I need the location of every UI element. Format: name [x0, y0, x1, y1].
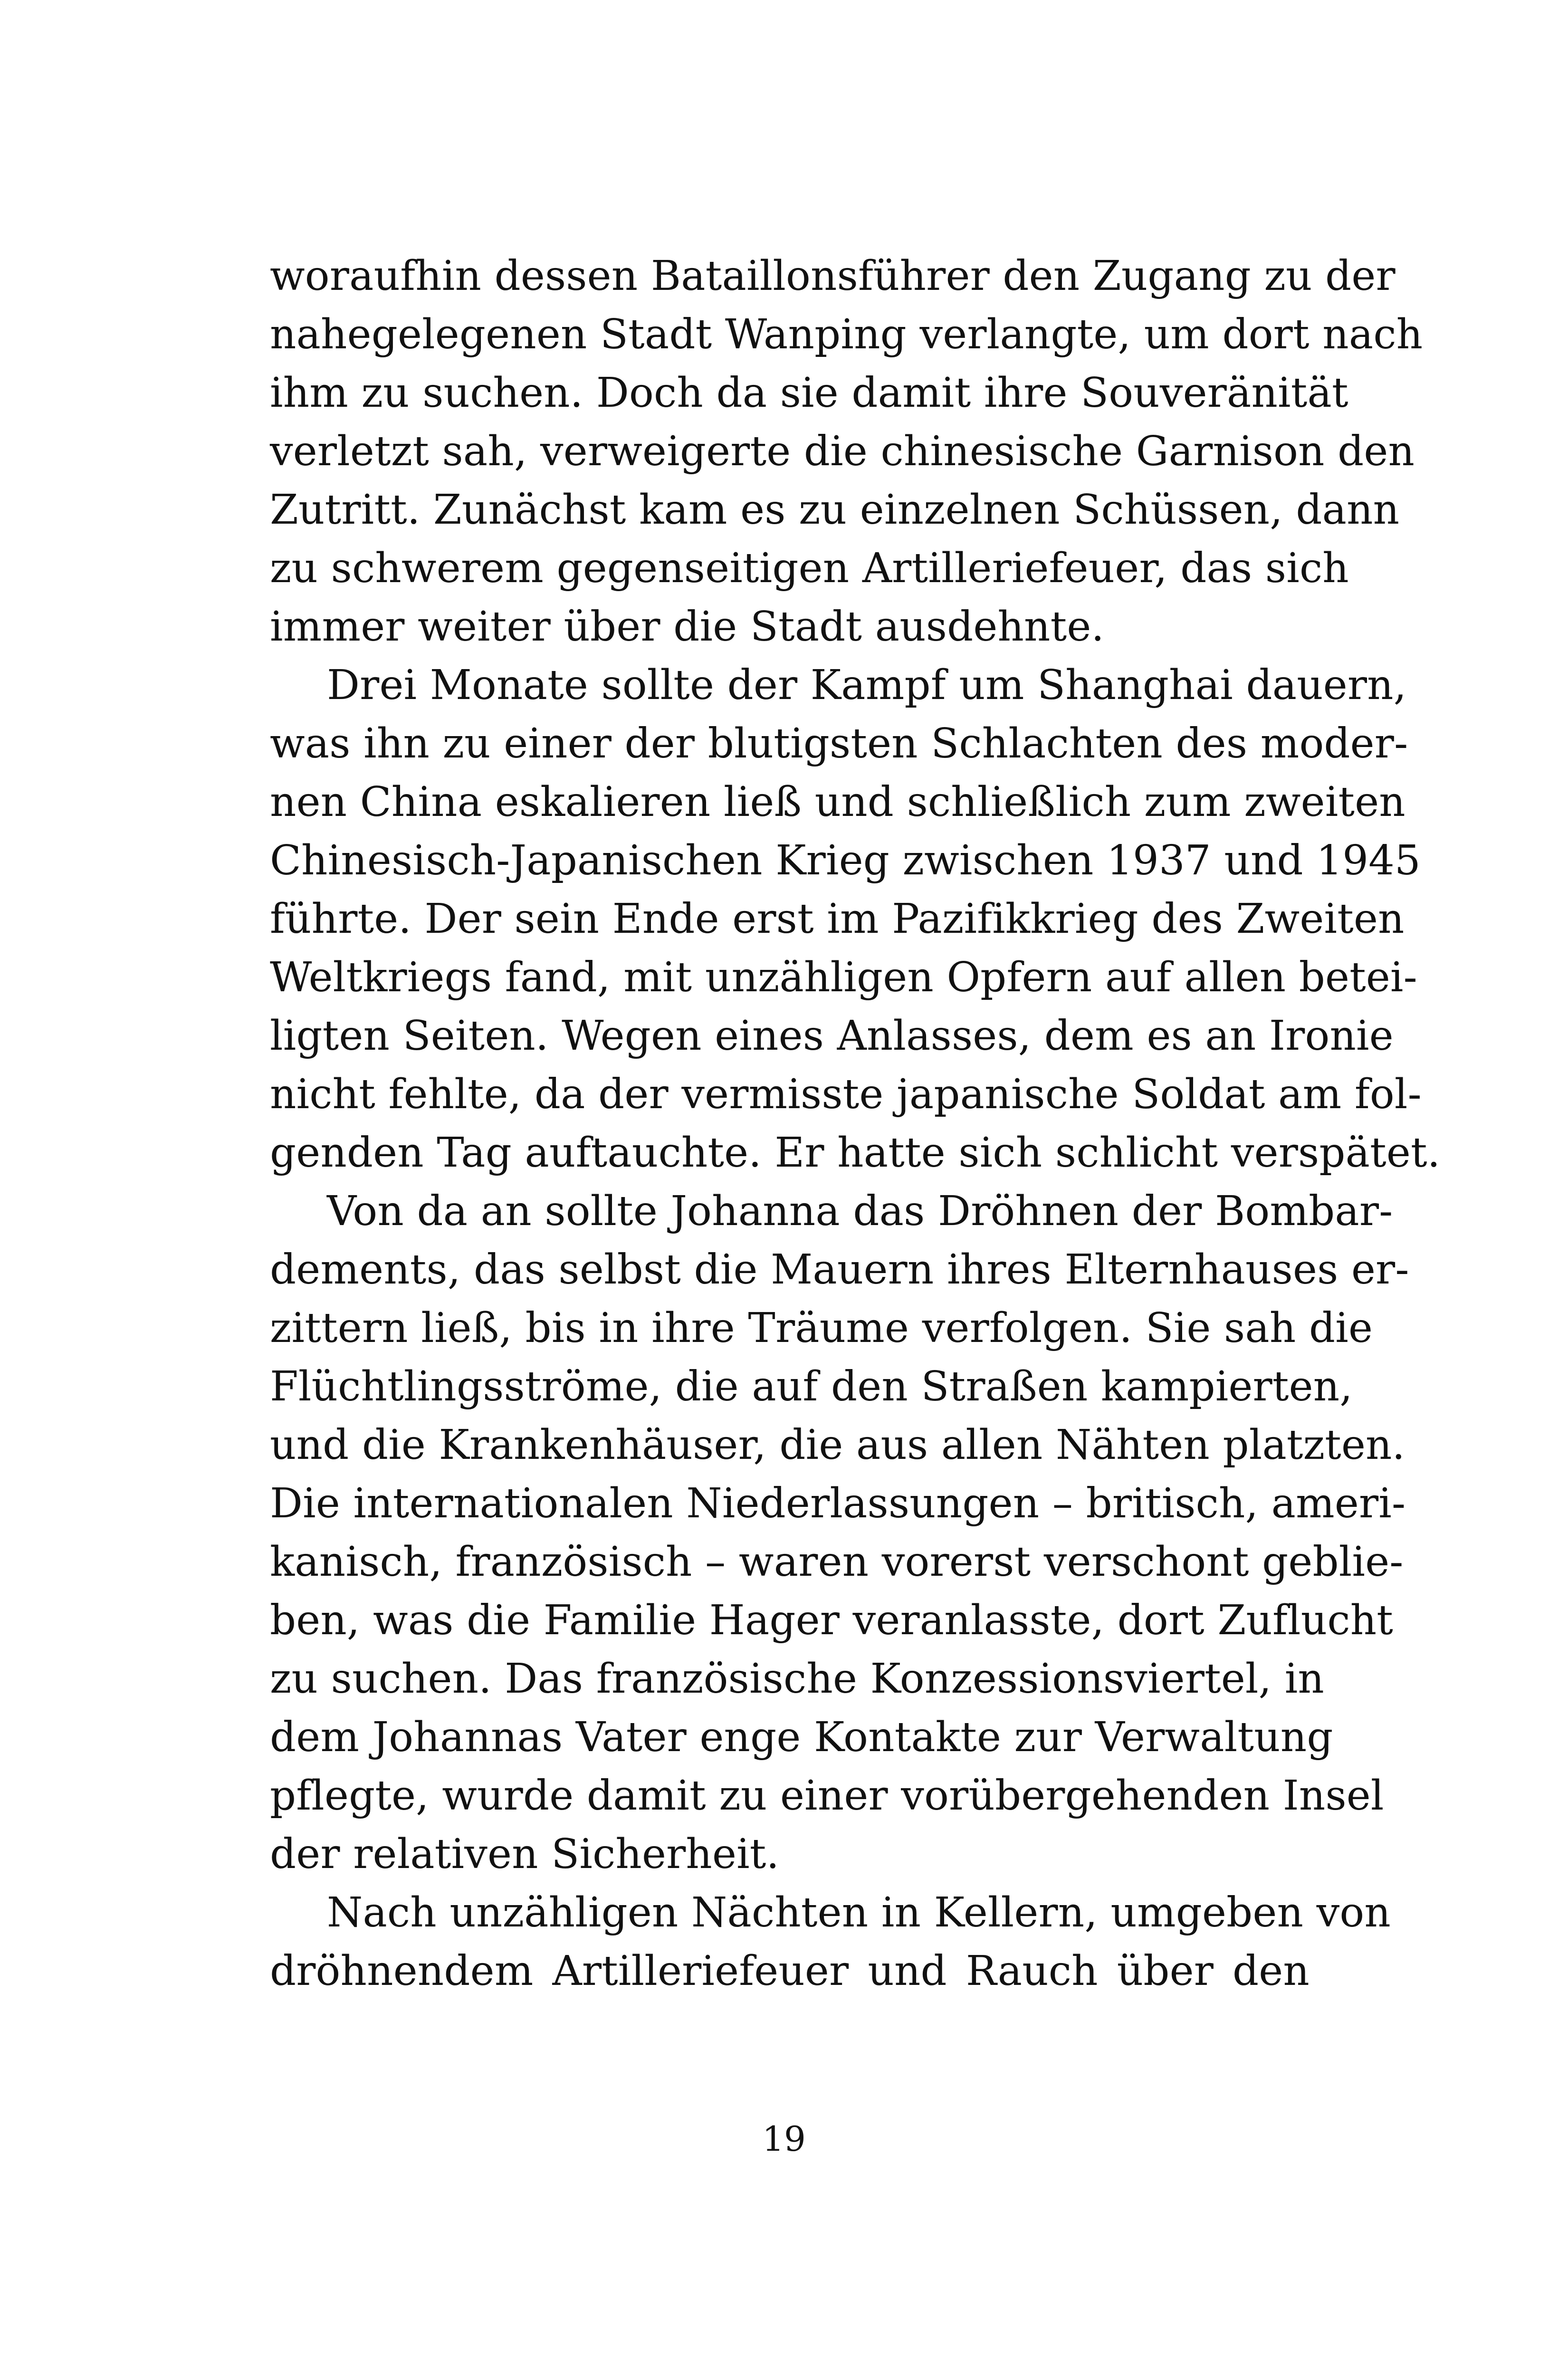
text-line: verletzt sah, verweigerte die chinesische Garnison den	[270, 428, 1415, 475]
page-number: 19	[762, 2119, 806, 2159]
text-line: kanisch, französisch – waren vorerst verschont geblie-	[270, 1538, 1404, 1586]
text-line: genden Tag auftauchte. Er hatte sich schlicht verspätet.	[270, 1129, 1441, 1177]
text-line: ben, was die Familie Hager veranlasste, dort Zuflucht	[270, 1597, 1394, 1644]
text-line: was ihn zu einer der blutigsten Schlachten des moder-	[270, 720, 1408, 767]
text-line: dements, das selbst die Mauern ihres Elternhauses er-	[270, 1246, 1409, 1293]
text-line: der relativen Sicherheit.	[270, 1830, 780, 1878]
text-line: woraufhin dessen Bataillonsführer den Zugang zu der	[270, 252, 1396, 300]
text-line: zu schwerem gegenseitigen Artilleriefeuer, das sich	[270, 545, 1349, 592]
body-text	[270, 247, 1441, 2001]
text-line: ligten Seiten. Wegen eines Anlasses, dem es an Ironie	[270, 1012, 1394, 1060]
text-line: nicht fehlte, da der vermisste japanische Soldat am fol-	[270, 1071, 1422, 1118]
text-line: Chinesisch-Japanischen Krieg zwischen 1937 und 1945	[270, 837, 1421, 884]
text-line: dröhnendem Artilleriefeuer und Rauch über den	[270, 1947, 1310, 1995]
text-line: pflegte, wurde damit zu einer vorübergehenden Insel	[270, 1772, 1384, 1820]
text-line: immer weiter über die Stadt ausdehnte.	[270, 603, 1105, 651]
text-line: Die internationalen Niederlassungen – britisch, ameri-	[270, 1480, 1406, 1527]
text-line: dem Johannas Vater enge Kontakte zur Verwaltung	[270, 1714, 1333, 1761]
text-line: ihm zu suchen. Doch da sie damit ihre Souveränität	[270, 369, 1348, 417]
text-line: zu suchen. Das französische Konzessionsviertel, in	[270, 1655, 1324, 1703]
text-line: führte. Der sein Ende erst im Pazifikkrieg des Zweiten	[270, 895, 1405, 943]
text-line: Von da an sollte Johanna das Dröhnen der Bombar-	[327, 1188, 1393, 1235]
text-line: Weltkriegs fand, mit unzähligen Opfern auf allen betei-	[270, 954, 1417, 1001]
text-line: Flüchtlingsströme, die auf den Straßen kampierten,	[270, 1363, 1353, 1410]
text-line: nen China eskalieren ließ und schließlich zum zweiten	[270, 778, 1405, 826]
text-line: Nach unzähligen Nächten in Kellern, umgeben von	[327, 1889, 1391, 1936]
text-line: und die Krankenhäuser, die aus allen Nähten platzten.	[270, 1421, 1405, 1469]
text-line: Drei Monate sollte der Kampf um Shanghai dauern,	[327, 661, 1407, 709]
text-line: zittern ließ, bis in ihre Träume verfolgen. Sie sah die	[270, 1304, 1373, 1352]
text-line: nahegelegenen Stadt Wanping verlangte, um dort nach	[270, 311, 1423, 358]
text-line: Zutritt. Zunächst kam es zu einzelnen Schüssen, dann	[270, 486, 1400, 534]
